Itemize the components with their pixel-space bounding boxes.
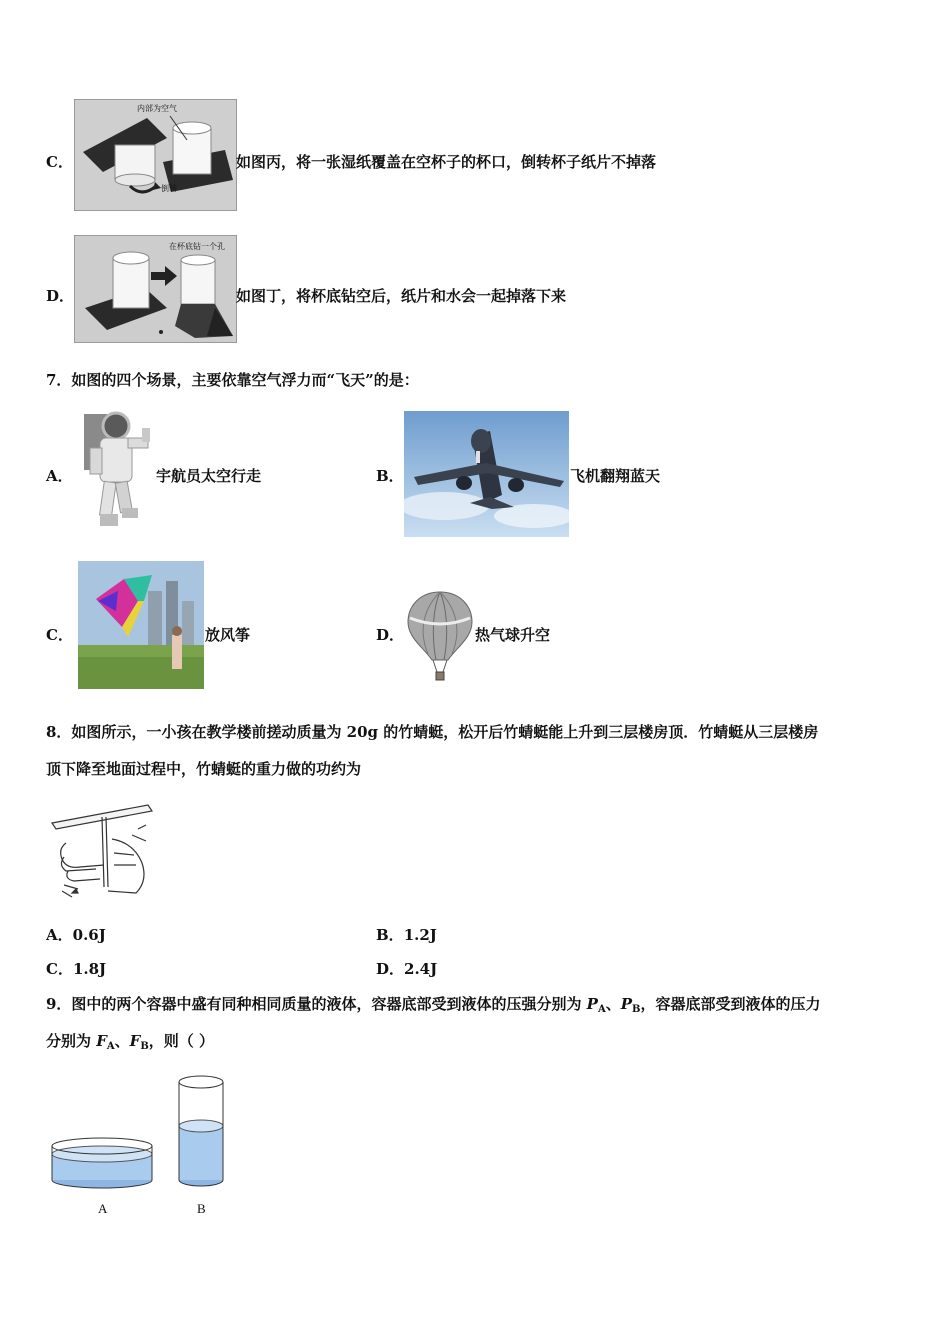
cup-hole-figure-d bbox=[74, 235, 237, 343]
question-9-stem-line2 bbox=[46, 1031, 214, 1054]
q8-option-b-letter: B． bbox=[376, 926, 404, 944]
airplane-icon bbox=[404, 411, 569, 537]
figure-c-caption-top: 内部为空气 bbox=[137, 104, 177, 113]
kite-photo bbox=[78, 561, 204, 689]
bamboo-dragonfly-icon bbox=[48, 795, 156, 903]
force-symbol-b: F bbox=[129, 1032, 141, 1050]
q9-line1-part-b: ，容器底部受到液体的压力 bbox=[640, 995, 821, 1013]
q8-option-d-letter: D． bbox=[376, 960, 405, 978]
q9-line2-part-a: 分别为 bbox=[46, 1032, 97, 1050]
q7-option-d-letter: D． bbox=[376, 626, 405, 644]
q8-option-a bbox=[46, 925, 106, 945]
airplane-photo bbox=[404, 411, 569, 537]
force-subscript-b: B bbox=[140, 1041, 149, 1052]
q7-option-c-text: 放风筝 bbox=[205, 626, 251, 644]
question-8-stem-line2: 顶下降至地面过程中，竹蜻蜓的重力做的功约为 bbox=[46, 760, 362, 778]
q8-option-c-letter: C． bbox=[46, 960, 73, 978]
container-b-label: B bbox=[197, 1201, 206, 1216]
separator: 、 bbox=[605, 995, 621, 1013]
q9-line2-part-b: ，则（ ） bbox=[148, 1032, 215, 1050]
astronaut-icon bbox=[78, 408, 154, 534]
containers-figure bbox=[44, 1068, 244, 1218]
question-9-stem-line1 bbox=[46, 994, 820, 1017]
force-subscript-a: A bbox=[106, 1041, 115, 1052]
container-a-label: A bbox=[98, 1201, 108, 1216]
q7-option-c-letter: C． bbox=[46, 626, 73, 644]
pressure-symbol-a: P bbox=[586, 995, 598, 1013]
q8-option-d-text: 2.4J bbox=[404, 960, 438, 978]
subscript-b: B bbox=[632, 1004, 641, 1015]
option-c-text: 如图丙，将一张湿纸覆盖在空杯子的杯口，倒转杯子纸片不掉落 bbox=[236, 153, 657, 171]
q8-option-c-text: 1.8J bbox=[72, 960, 107, 978]
q7-option-a-text: 宇航员太空行走 bbox=[156, 467, 262, 485]
q7-option-b-text: 飞机翻翔蓝天 bbox=[570, 467, 661, 485]
astronaut-illustration bbox=[78, 408, 154, 534]
force-symbol-a: F bbox=[96, 1032, 107, 1050]
q7-option-a-letter: A． bbox=[46, 467, 73, 485]
q8-option-c bbox=[46, 959, 106, 979]
cup-paper-figure-c bbox=[74, 99, 237, 211]
question-8-stem-line1: 8．如图所示，一小孩在教学楼前搓动质量为 20g 的竹蜻蜓，松开后竹蜻蜓能上升到三层楼房顶．竹蜻蜓从三层楼房 bbox=[46, 723, 819, 741]
figure-d-caption-top: 在杯底钻一个孔 bbox=[169, 242, 225, 251]
question-7-stem: 7．如图的四个场景，主要依靠空气浮力而“飞天”的是： bbox=[46, 371, 419, 389]
q8-option-a-text: 0.6J bbox=[72, 926, 106, 944]
pressure-symbol-b: P bbox=[620, 995, 633, 1013]
hot-air-balloon-illustration bbox=[406, 590, 474, 686]
q8-option-d bbox=[376, 959, 437, 979]
q9-line1-part-a: 9．图中的两个容器中盛有同种相同质量的液体，容器底部受到液体的压强分别为 bbox=[46, 995, 587, 1013]
q8-option-a-letter: A． bbox=[46, 926, 73, 944]
hot-air-balloon-icon bbox=[406, 590, 474, 686]
q7-option-d-text: 热气球升空 bbox=[475, 626, 551, 644]
two-containers-illustration bbox=[44, 1068, 244, 1218]
option-d-letter: D． bbox=[46, 287, 75, 305]
q7-option-b-letter: B． bbox=[376, 467, 404, 485]
inverted-cup-illustration bbox=[75, 100, 236, 210]
option-c-letter: C． bbox=[46, 153, 73, 171]
bamboo-dragonfly-illustration bbox=[48, 795, 156, 903]
subscript-a: A bbox=[597, 1004, 606, 1015]
force-separator: 、 bbox=[114, 1032, 130, 1050]
kite-icon bbox=[78, 561, 204, 689]
q8-option-b-text: 1.2J bbox=[403, 926, 437, 944]
option-d-text: 如图丁，将杯底钻空后，纸片和水会一起掉落下来 bbox=[236, 287, 567, 305]
q8-option-b bbox=[376, 925, 437, 945]
figure-c-caption-bottom: 倒转 bbox=[161, 184, 177, 193]
